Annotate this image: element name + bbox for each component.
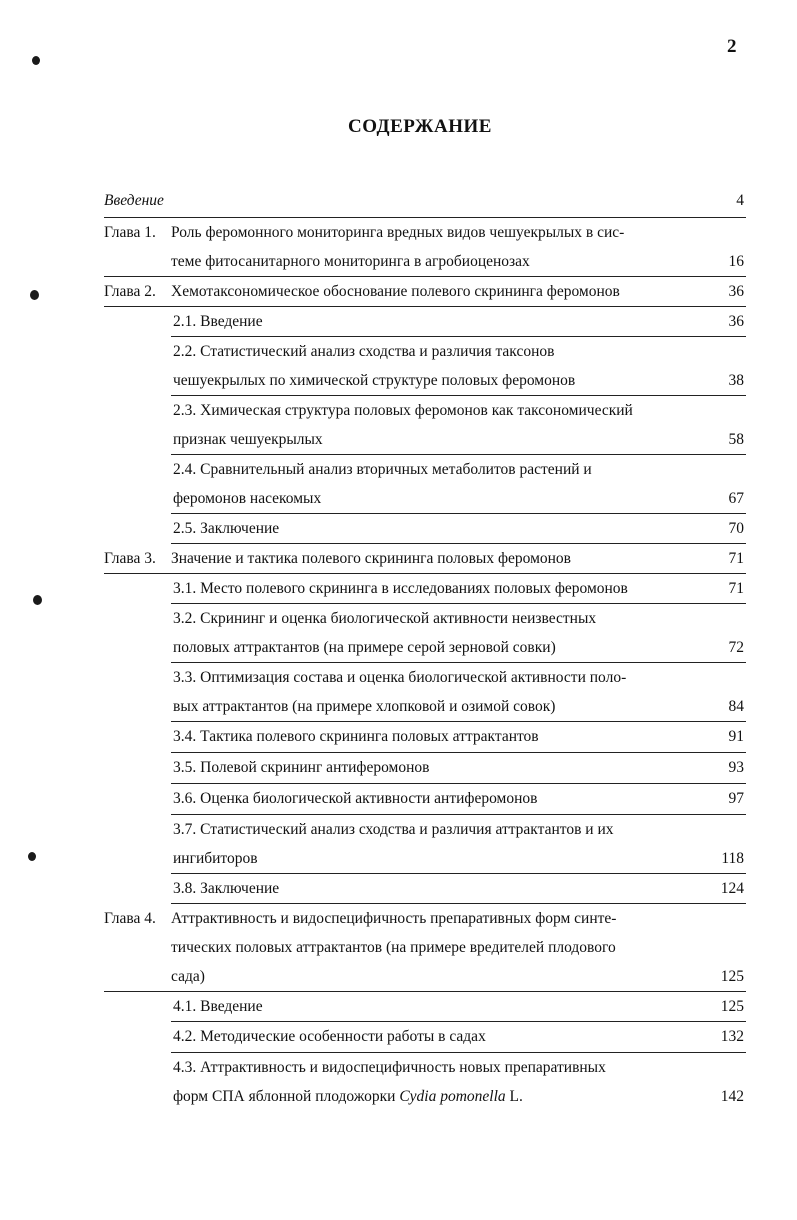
toc-entry-section-2-4[interactable] — [171, 455, 746, 514]
toc-entry-section-4-2[interactable] — [171, 1022, 746, 1053]
toc-entry-title-continued: половых аттрактантов (на примере серой зерновой совки) — [173, 639, 556, 656]
chapter-label: Глава 4. — [104, 910, 156, 927]
toc-entry-title: 4.3. Аттрактивность и видоспецифичность новых препаративных — [173, 1059, 606, 1076]
toc-page-number: 70 — [728, 520, 744, 537]
toc-entry-title-continued: ингибиторов — [173, 850, 258, 867]
chapter-label: Глава 1. — [104, 224, 156, 241]
page-title: СОДЕРЖАНИЕ — [348, 116, 492, 137]
toc-page-number: 91 — [728, 728, 744, 745]
toc-entry-title: 3.1. Место полевого скрининга в исследованиях половых феромонов — [173, 580, 628, 597]
toc-entry-title: Хемотаксономическое обоснование полевого скрининга феромонов — [171, 283, 620, 300]
toc-entry-section-3-4[interactable] — [171, 722, 746, 753]
toc-page-number: 4 — [736, 192, 744, 209]
toc-entry-section-3-1[interactable] — [171, 574, 746, 604]
table-of-contents — [104, 186, 746, 1111]
toc-page-number: 142 — [720, 1088, 744, 1105]
toc-entry-title: 4.1. Введение — [173, 998, 263, 1015]
toc-page-number: 93 — [728, 759, 744, 776]
toc-entry-title-continued: феромонов насекомых — [173, 490, 322, 507]
toc-entry-section-3-3[interactable] — [171, 663, 746, 722]
toc-entry-title: 3.2. Скрининг и оценка биологической активности неизвестных — [173, 610, 597, 627]
margin-speck — [30, 290, 39, 300]
toc-entry-title: 2.2. Статистический анализ сходства и различия таксонов — [173, 343, 555, 360]
toc-entry-title: Аттрактивность и видоспецифичность препаративных форм синте- — [171, 910, 617, 927]
toc-page-number: 125 — [720, 998, 744, 1015]
toc-entry-section-3-5[interactable] — [171, 753, 746, 784]
toc-entry-intro[interactable] — [104, 186, 746, 218]
toc-entry-section-2-1[interactable] — [171, 307, 746, 337]
toc-entry-section-2-2[interactable] — [171, 337, 746, 396]
title-text: форм СПА яблонной плодожорки — [173, 1088, 400, 1105]
toc-entry-title-continued — [173, 1082, 523, 1111]
toc-entry-section-2-3[interactable] — [171, 396, 746, 455]
toc-entry-title: 3.4. Тактика полевого скрининга половых аттрактантов — [173, 728, 539, 745]
toc-page-number: 67 — [728, 490, 744, 507]
toc-entry-section-3-2[interactable] — [171, 604, 746, 663]
toc-entry-title: 3.7. Статистический анализ сходства и различия аттрактантов и их — [173, 821, 614, 838]
toc-entry-title-continued: сада) — [171, 968, 205, 985]
toc-entry-title: 3.8. Заключение — [173, 880, 280, 897]
toc-entry-section-4-3[interactable] — [171, 1053, 746, 1111]
margin-speck — [32, 56, 40, 65]
chapter-label: Глава 3. — [104, 550, 156, 567]
toc-entry-title: Роль феромонного мониторинга вредных видов чешуекрылых в сис- — [171, 224, 625, 241]
toc-entry-title: 3.3. Оптимизация состава и оценка биологической активности поло- — [173, 669, 627, 686]
toc-page-number: 84 — [728, 698, 744, 715]
toc-page-number: 36 — [728, 313, 744, 330]
toc-page-number: 36 — [728, 283, 744, 300]
toc-entry-title: Значение и тактика полевого скрининга половых феромонов — [171, 550, 571, 567]
toc-entry-chapter-1[interactable] — [104, 218, 746, 277]
toc-page-number: 118 — [721, 850, 744, 867]
toc-entry-chapter-2[interactable] — [104, 277, 746, 307]
toc-page-number: 72 — [728, 639, 744, 656]
toc-entry-section-2-5[interactable] — [171, 514, 746, 544]
toc-entry-title: 2.4. Сравнительный анализ вторичных метаболитов растений и — [173, 461, 592, 478]
toc-page-number: 125 — [720, 968, 744, 985]
toc-entry-title: 3.5. Полевой скрининг антиферомонов — [173, 759, 430, 776]
toc-page-number: 97 — [728, 790, 744, 807]
toc-page-number: 71 — [728, 550, 744, 567]
toc-entry-chapter-3[interactable] — [104, 544, 746, 574]
toc-entry-title-continued: признак чешуекрылых — [173, 431, 323, 448]
margin-speck — [28, 852, 36, 861]
toc-entry-title: 4.2. Методические особенности работы в садах — [173, 1028, 486, 1045]
toc-entry-title: 2.5. Заключение — [173, 520, 280, 537]
toc-page-number: 58 — [728, 431, 744, 448]
toc-entry-title-continued: чешуекрылых по химической структуре половых феромонов — [173, 372, 576, 389]
toc-page-number: 132 — [720, 1028, 744, 1045]
species-name: Cydia pomonella — [399, 1088, 506, 1105]
toc-entry-chapter-4[interactable] — [104, 904, 746, 992]
toc-entry-title-continued: вых аттрактантов (на примере хлопковой и озимой совок) — [173, 698, 556, 715]
toc-entry-title: 2.3. Химическая структура половых феромонов как таксономический — [173, 402, 633, 419]
title-text: L. — [505, 1088, 523, 1105]
toc-entry-title: Введение — [104, 192, 164, 209]
toc-entry-title-continued: теме фитосанитарного мониторинга в агробиоценозах — [171, 253, 530, 270]
toc-entry-title-continued: тических половых аттрактантов (на примере вредителей плодового — [171, 939, 616, 956]
toc-entry-section-3-7[interactable] — [171, 815, 746, 874]
toc-entry-section-3-6[interactable] — [171, 784, 746, 815]
toc-entry-section-4-1[interactable] — [171, 992, 746, 1022]
toc-entry-title: 2.1. Введение — [173, 313, 263, 330]
toc-entry-title: 3.6. Оценка биологической активности антиферомонов — [173, 790, 538, 807]
chapter-label: Глава 2. — [104, 283, 156, 300]
margin-speck — [33, 595, 42, 605]
toc-page-number: 124 — [720, 880, 744, 897]
toc-page-number: 38 — [728, 372, 744, 389]
toc-entry-section-3-8[interactable] — [171, 874, 746, 904]
toc-page-number: 16 — [728, 253, 744, 270]
page-number: 2 — [727, 36, 737, 57]
toc-page-number: 71 — [728, 580, 744, 597]
